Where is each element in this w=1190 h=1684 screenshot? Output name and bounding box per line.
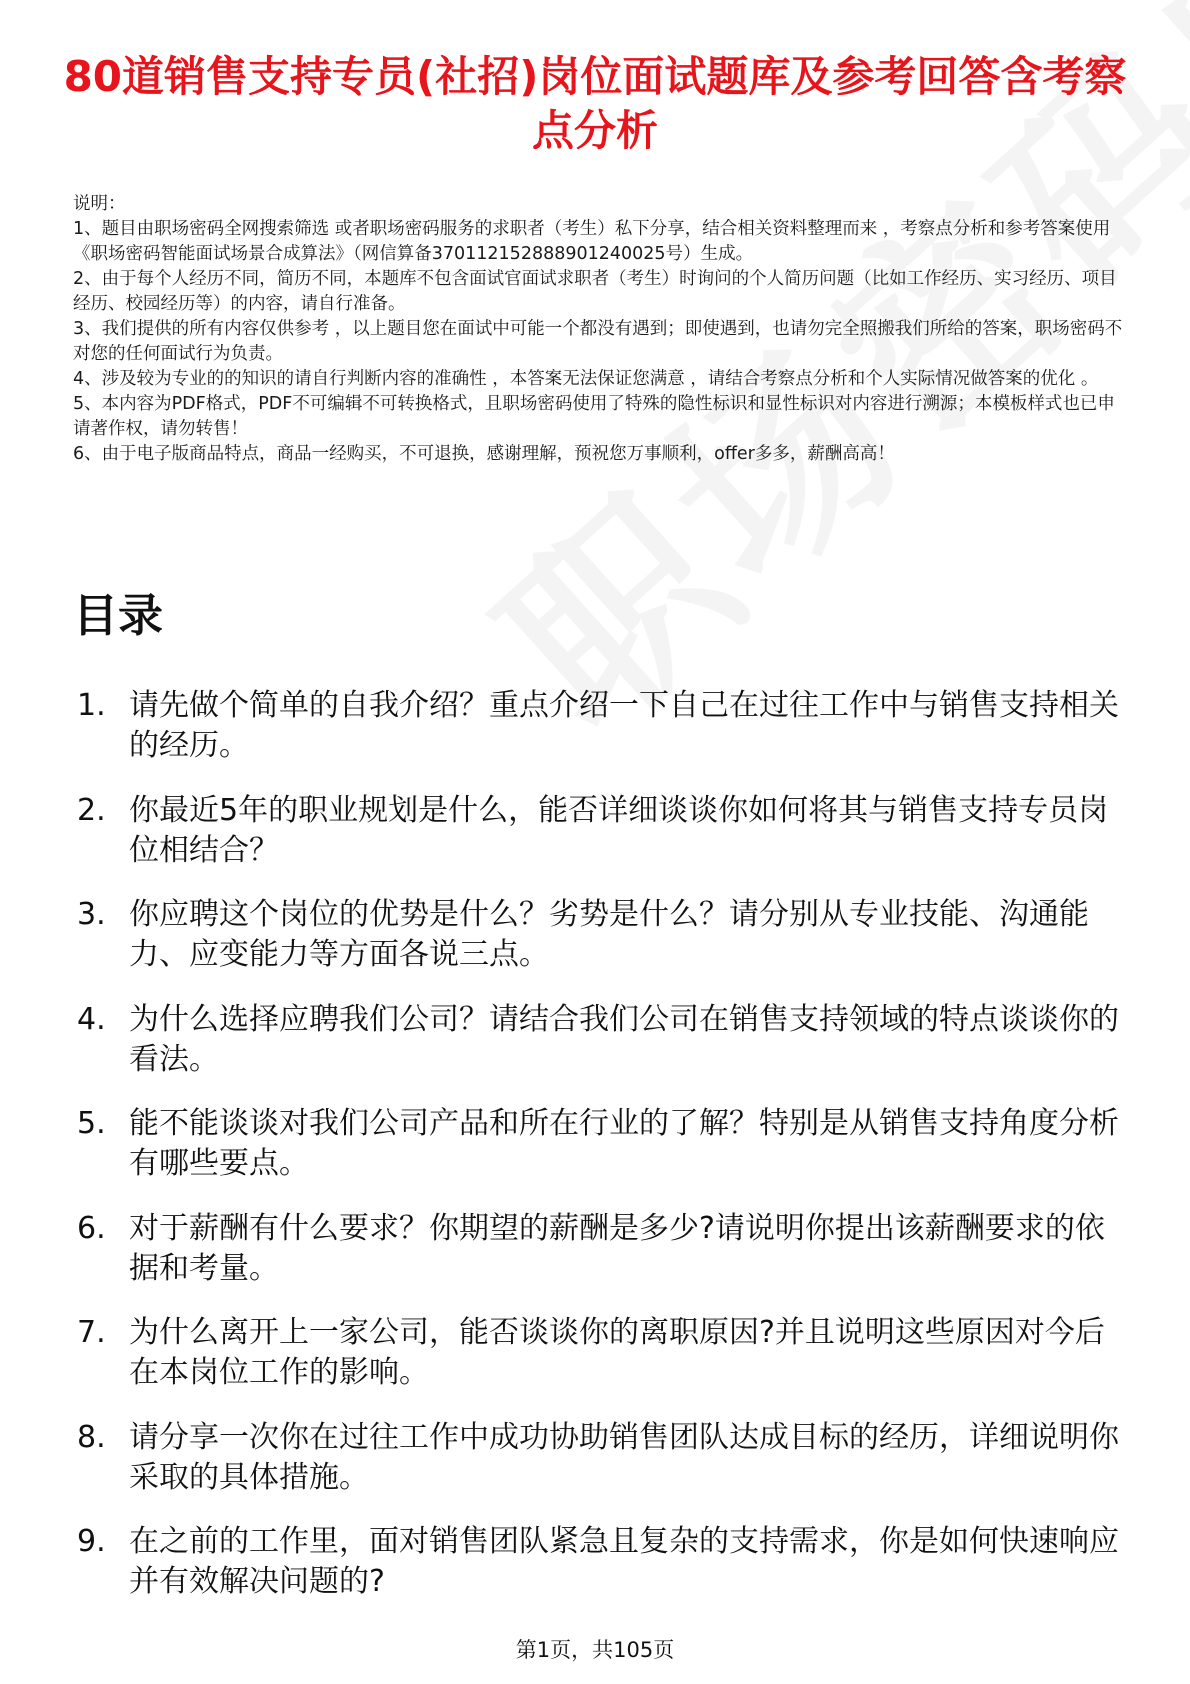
toc-list xyxy=(73,686,1123,1627)
toc-item-number: 9. xyxy=(77,1524,106,1559)
note-item: 1、题目由职场密码全网搜索筛选 或者职场密码服务的求职者（考生）私下分享，结合相关资料整理而来 ，考察点分析和参考答案使用《职场密码智能面试场景合成算法》（网信算备370112152888901240025号）生成。 xyxy=(73,219,1111,264)
toc-item-number: 1. xyxy=(77,688,106,723)
note-item: 3、我们提供的所有内容仅供参考 ，以上题目您在面试中可能一个都没有遇到；即使遇到，也请勿完全照搬我们所给的答案，职场密码不对您的任何面试行为负责。 xyxy=(73,319,1123,364)
toc-item-text: 为什么选择应聘我们公司？请结合我们公司在销售支持领域的特点谈谈你的看法。 xyxy=(129,1001,1119,1077)
note-item: 4、涉及较为专业的的知识的请自行判断内容的准确性 ，本答案无法保证您满意 ，请结合考察点分析和个人实际情况做答案的优化 。 xyxy=(73,369,1099,389)
toc-item-number: 8. xyxy=(77,1419,106,1455)
toc-item[interactable] xyxy=(73,686,1123,766)
toc-item[interactable] xyxy=(73,895,1123,975)
toc-item[interactable] xyxy=(73,1000,1123,1080)
toc-item-number: 3. xyxy=(77,897,106,932)
toc-item[interactable] xyxy=(73,1522,1123,1602)
toc-item[interactable] xyxy=(73,1418,1123,1498)
toc-item-text: 请先做个简单的自我介绍？重点介绍一下自己在过往工作中与销售支持相关的经历。 xyxy=(129,688,1119,763)
toc-item-text: 为什么离开上一家公司，能否谈谈你的离职原因?并且说明这些原因对今后在本岗位工作的影响。 xyxy=(129,1315,1105,1390)
toc-item-number: 6. xyxy=(77,1210,106,1246)
document-title: 80道销售支持专员(社招)岗位面试题库及参考回答含考察点分析 xyxy=(63,52,1127,155)
toc-item[interactable] xyxy=(73,1313,1123,1393)
note-item: 2、由于每个人经历不同，简历不同，本题库不包含面试官面试求职者（考生）时询问的个人简历问题（比如工作经历、实习经历、项目经历、校园经历等）的内容，请自行准备。 xyxy=(73,269,1117,314)
toc-item[interactable] xyxy=(73,1209,1123,1289)
notes-heading: 说明： xyxy=(73,194,126,214)
notes-section xyxy=(73,192,1123,467)
page-number-footer: 第1页，共105页 xyxy=(515,1638,675,1662)
toc-item-text: 对于薪酬有什么要求？你期望的薪酬是多少?请说明你提出该薪酬要求的依据和考量。 xyxy=(129,1210,1105,1286)
toc-item-number: 7. xyxy=(77,1315,106,1350)
toc-item-number: 2. xyxy=(77,792,106,828)
note-item: 5、本内容为PDF格式，PDF不可编辑不可转换格式，且职场密码使用了特殊的隐性标识和显性标识对内容进行溯源；本模板样式也已申请著作权，请勿转售！ xyxy=(73,394,1115,439)
note-item: 6、由于电子版商品特点，商品一经购买，不可退换，感谢理解，预祝您万事顺利，offer多多，薪酬高高！ xyxy=(73,444,895,464)
toc-item-number: 4. xyxy=(77,1001,106,1037)
toc-item[interactable] xyxy=(73,791,1123,871)
toc-item-text: 请分享一次你在过往工作中成功协助销售团队达成目标的经历，详细说明你采取的具体措施。 xyxy=(129,1419,1119,1495)
toc-item-text: 能不能谈谈对我们公司产品和所在行业的了解？特别是从销售支持角度分析有哪些要点。 xyxy=(129,1106,1119,1181)
toc-item-number: 5. xyxy=(77,1106,106,1141)
toc-item-text: 你最近5年的职业规划是什么，能否详细谈谈你如何将其与销售支持专员岗位相结合？ xyxy=(129,792,1109,868)
toc-item-text: 在之前的工作里，面对销售团队紧急且复杂的支持需求，你是如何快速响应并有效解决问题的? xyxy=(129,1524,1119,1599)
toc-item-text: 你应聘这个岗位的优势是什么？劣势是什么？请分别从专业技能、沟通能力、应变能力等方面各说三点。 xyxy=(129,897,1089,972)
toc-item[interactable] xyxy=(73,1104,1123,1184)
toc-heading: 目录 xyxy=(73,589,164,642)
